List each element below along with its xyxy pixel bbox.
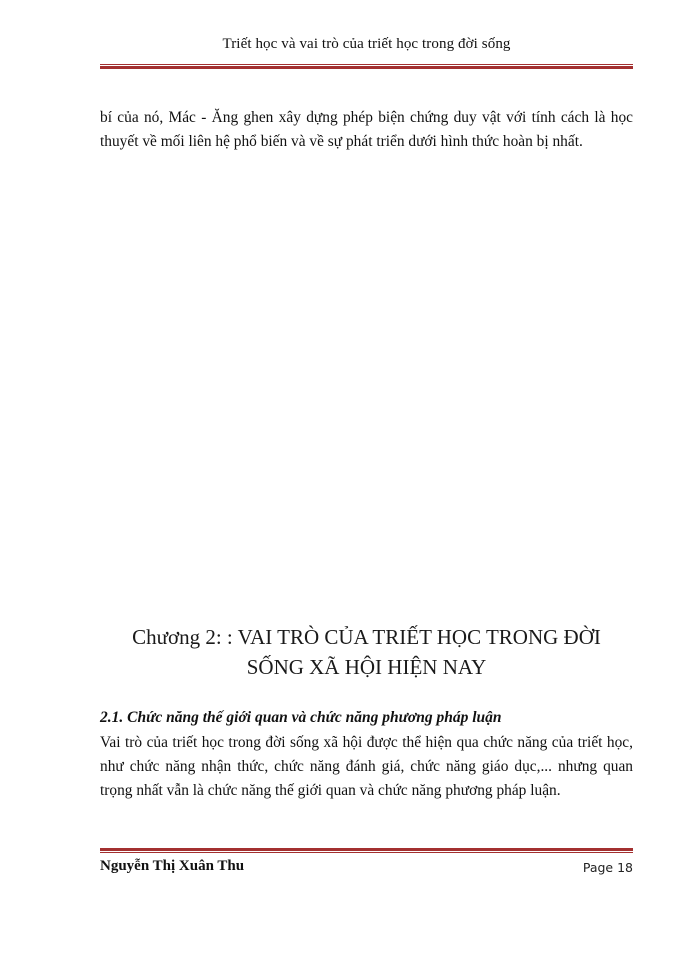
footer-divider-thick-line [100,848,633,851]
continuation-paragraph: bí của nó, Mác - Ăng ghen xây dựng phép biện chứng duy vật với tính cách là học thuyết về mối liên hệ phổ biến và về sự phát triển dưới hình thức hoàn bị nhất. [100,109,633,150]
header-divider [100,64,633,69]
section-heading: 2.1. Chức năng thế giới quan và chức năng phương pháp luận [100,709,502,726]
footer-divider [100,848,633,853]
chapter-title [100,622,633,682]
chapter-title-line-1: Chương 2: : VAI TRÒ CỦA TRIẾT HỌC TRONG ĐỜI [132,625,601,649]
header-divider-thick-line [100,66,633,69]
footer-author: Nguyễn Thị Xuân Thu [100,858,245,874]
chapter-title-line-2: SỐNG XÃ HỘI HIỆN NAY [246,655,487,679]
running-header-title: Triết học và vai trò của triết học trong đời sống [222,36,511,52]
section-paragraph: Vai trò của triết học trong đời sống xã hội được thể hiện qua chức năng của triết học, như chức năng nhận thức, chức năng đánh giá, chức năng giáo dục,... nhưng quan trọng nhất vẫn là chức năng thế giới quan và chức năng phương pháp luận. [100,734,633,799]
page-number: Page 18 [582,860,633,875]
footer-divider-thin-line [100,852,633,853]
header-divider-thin-line [100,64,633,65]
